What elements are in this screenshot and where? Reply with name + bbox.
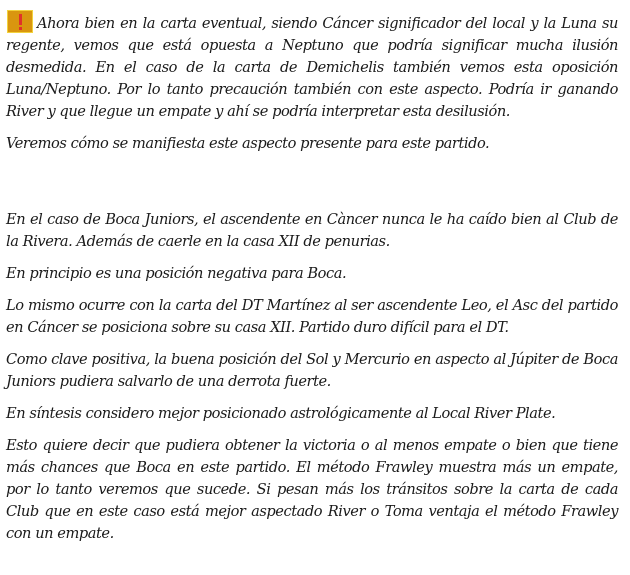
paragraph-intro [6, 10, 618, 123]
document-body [6, 10, 618, 555]
paragraph-sintesis: En síntesis considero mejor posicionado astrológicamente al Local River Plate. [6, 405, 556, 422]
paragraph-conclusion: Esto quiere decir que pudiera obtener la victoria o al menos empate o bien que tiene más chances que Boca en este partido. El método Frawley muestra más un empate, por lo tanto veremos que sucede. Si pesan más los tránsitos sobre la carta de cada Club que en este caso está mejor aspectado River o Toma ventaja el método Frawley con un empate. [6, 437, 618, 542]
paragraph-intro-text: Ahora bien en la carta eventual, siendo Cáncer significador del local y la Luna su regente, vemos que está opuesta a Neptuno que podría significar mucha ilusión desmedida. En el caso de la carta de Demichelis también vemos esta oposición Luna/Neptuno. Por lo tanto precaución también con este aspecto. Podría ir ganando River y que llegue un empate y ahí se podría interpretar esta desilusión. [6, 15, 618, 120]
paragraph-veremos: Veremos cómo se manifiesta este aspecto presente para este partido. [6, 135, 490, 152]
paragraph-posicion-negativa: En principio es una posición negativa para Boca. [6, 265, 347, 282]
warning-exclamation-icon [7, 10, 33, 33]
paragraph-dt-martinez: Lo mismo ocurre con la carta del DT Martínez al ser ascendente Leo, el Asc del partido en Cáncer se posiciona sobre su casa XII. Partido duro difícil para el DT. [6, 297, 618, 336]
paragraph-clave-positiva: Como clave positiva, la buena posición del Sol y Mercurio en aspecto al Júpiter de Boca Juniors pudiera salvarlo de una derrota fuerte. [6, 351, 618, 390]
blank-spacer [6, 165, 618, 209]
paragraph-boca-ascendente: En el caso de Boca Juniors, el ascendente en Càncer nunca le ha caído bien al Club de la Rivera. Además de caerle en la casa XII de penurias. [6, 211, 618, 250]
